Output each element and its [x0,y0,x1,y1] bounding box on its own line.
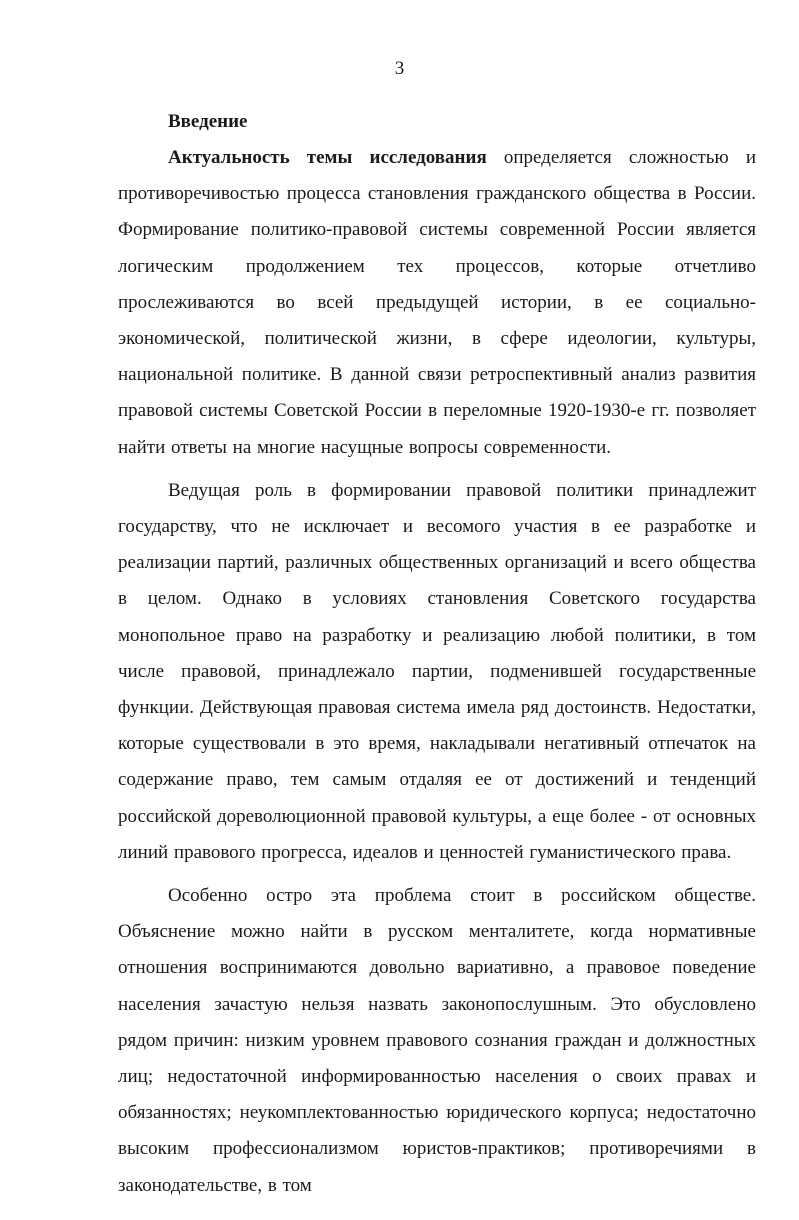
document-body [118,104,756,1204]
paragraph [118,878,756,1204]
paragraph-lead: Актуальность темы исследования [168,147,487,168]
paragraph [118,473,756,871]
paragraph-text: Ведущая роль в формировании правовой политики принадлежит государству, что не исключает и весомого участия в ее разработке и реализации партий, различных общественных организаций и всего общества в целом. Однако в условиях становления Советского государства монопольное право на разработку и реализацию любой политики, в том числе правовой, принадлежало партии, подменившей государственные функции. Действующая правовая система имела ряд достоинств. Недостатки, которые существовали в это время, накладывали негативный отпечаток на содержание право, тем самым отдаляя ее от достижений и тенденций российской дореволюционной правовой культуры, а еще более - от основных линий правового прогресса, идеалов и ценностей гуманистического права. [118,479,756,863]
section-heading: Введение [168,111,248,132]
paragraph [118,140,756,466]
paragraph-text: определяется сложностью и противоречивостью процесса становления гражданского общества в России. Формирование политико-правовой системы современной России является логическим продолжением тех процессов, которые отчетливо прослеживаются во всей предыдущей истории, в ее социально-экономической, политической жизни, в сфере идеологии, культуры, национальной политике. В данной связи ретроспективный анализ развития правовой системы Советской России в переломные 1920-1930-е гг. позволяет найти ответы на многие насущные вопросы современности. [118,147,756,458]
page-number: 3 [394,58,405,79]
paragraph-text: Особенно остро эта проблема стоит в российском обществе. Объяснение можно найти в русском менталитете, когда нормативные отношения воспринимаются довольно вариативно, а правовое поведение населения зачастую нельзя назвать законопослушным. Это обусловлено рядом причин: низким уровнем правового сознания граждан и должностных лиц; недостаточной информированностью населения о своих правах и обязанностях; неукомплектованностью юридического корпуса; недостаточно высоким профессионализмом юристов-практиков; противоречиями в законодательстве, в том [118,885,756,1196]
